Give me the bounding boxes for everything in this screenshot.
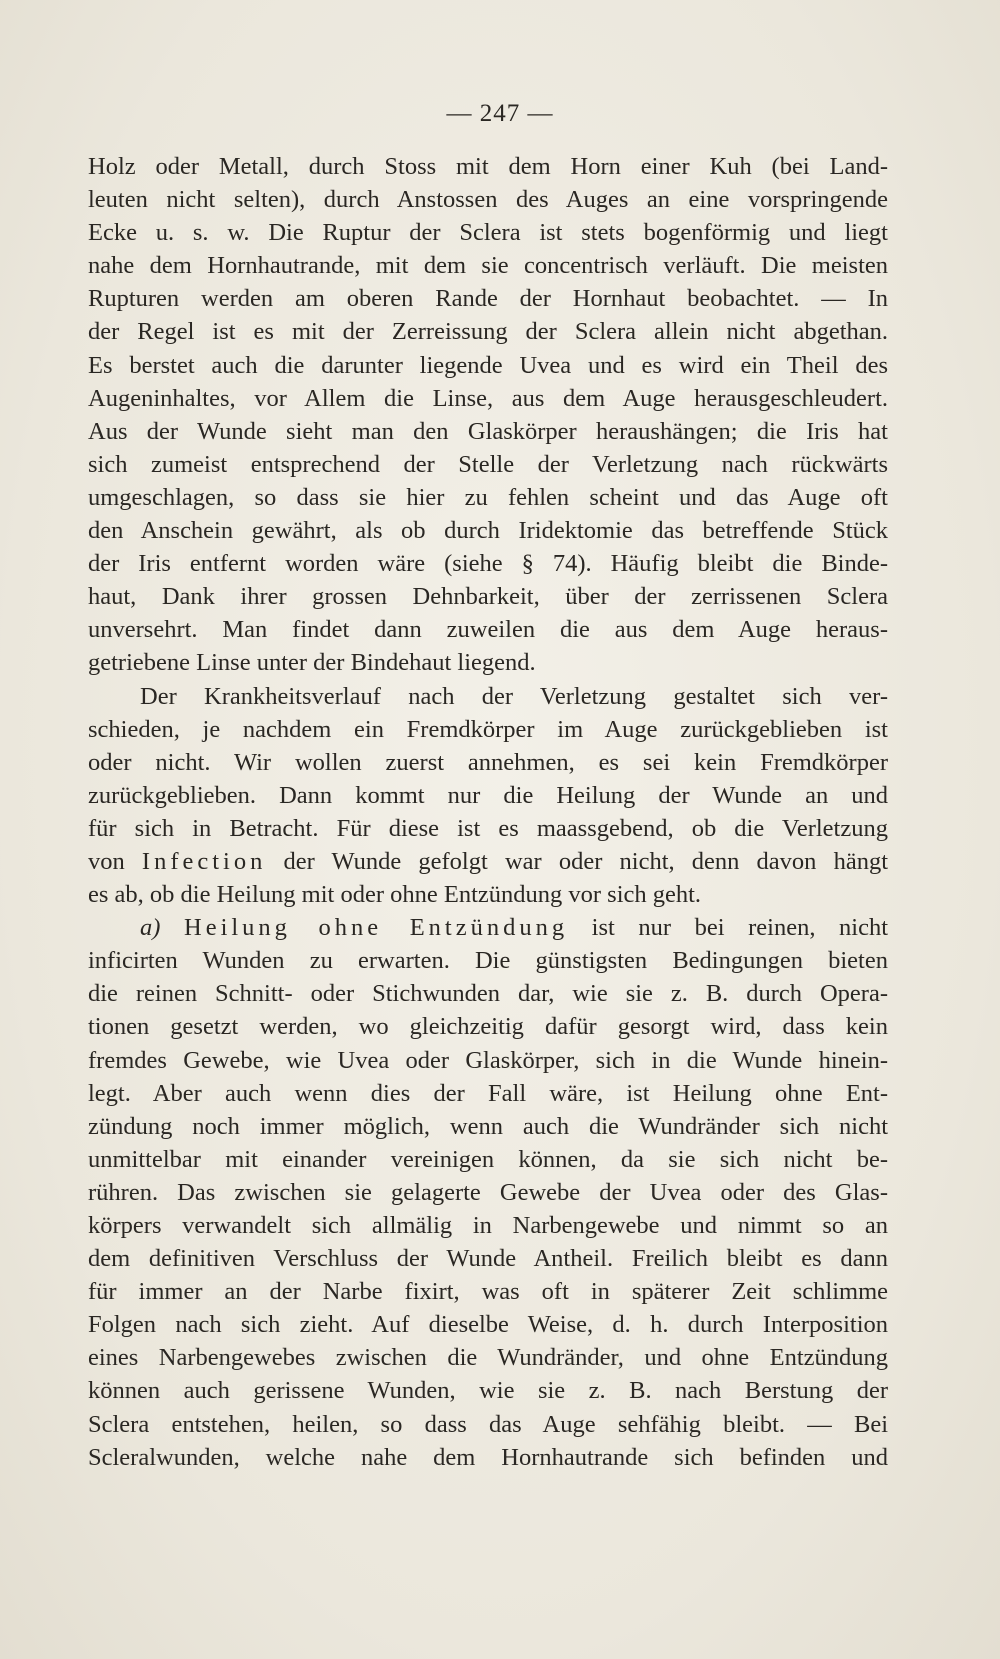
text-line: schieden, je nachdem ein Fremdkörper im Auge zurückgeblieben ist xyxy=(88,715,888,743)
section-label: a) xyxy=(140,914,161,942)
text-line: der Regel ist es mit der Zerreissung der Sclera allein nicht abgethan. xyxy=(88,318,888,346)
text-line: zündung noch immer möglich, wenn auch die Wundränder sich nicht xyxy=(88,1112,888,1140)
text-line: umgeschlagen, so dass sie hier zu fehlen scheint und das Auge oft xyxy=(88,483,888,511)
spaced-term: Infection xyxy=(141,847,267,875)
text-line: inficirten Wunden zu erwarten. Die günstigsten Bedingungen bieten xyxy=(88,947,888,975)
text-line: für sich in Betracht. Für diese ist es maassgebend, ob die Verletzung xyxy=(88,814,888,842)
page-number: — 247 — xyxy=(446,100,554,127)
text-line: rühren. Das zwischen sie gelagerte Gewebe der Uvea oder des Glas- xyxy=(88,1178,888,1206)
text-line: getriebene Linse unter der Bindehaut liegend. xyxy=(88,649,536,677)
text-line: sich zumeist entsprechend der Stelle der Verletzung nach rückwärts xyxy=(88,450,888,478)
text-fragment: der Wunde gefolgt war oder nicht, denn davon hängt xyxy=(266,847,889,875)
text-line: legt. Aber auch wenn dies der Fall wäre, ist Heilung ohne Ent- xyxy=(88,1079,888,1107)
text-line: Scleralwunden, welche nahe dem Hornhautrande sich befinden und xyxy=(88,1443,888,1471)
text-line: es ab, ob die Heilung mit oder ohne Entzündung vor sich geht. xyxy=(88,881,702,909)
text-line: Folgen nach sich zieht. Auf dieselbe Weise, d. h. durch Interposition xyxy=(88,1311,888,1339)
text-line: Der Krankheitsverlauf nach der Verletzung gestaltet sich ver- xyxy=(140,682,888,710)
text-line: Ecke u. s. w. Die Ruptur der Sclera ist stets bogenförmig und liegt xyxy=(88,219,888,247)
text-line: unmittelbar mit einander vereinigen können, da sie sich nicht be- xyxy=(88,1145,888,1173)
text-line: Es berstet auch die darunter liegende Uvea und es wird ein Theil des xyxy=(88,351,888,379)
text-line: der Iris entfernt worden wäre (siehe § 74). Häufig bleibt die Binde- xyxy=(88,550,888,578)
body-text xyxy=(88,150,888,1474)
text-line: zurückgeblieben. Dann kommt nur die Heilung der Wunde an und xyxy=(88,781,888,809)
text-line: unversehrt. Man findet dann zuweilen die aus dem Auge heraus- xyxy=(88,616,888,644)
text-line: für immer an der Narbe fixirt, was oft in späterer Zeit schlimme xyxy=(88,1278,888,1306)
text-line: Aus der Wunde sieht man den Glaskörper heraushängen; die Iris hat xyxy=(88,417,888,445)
text-fragment xyxy=(160,914,184,941)
text-line: tionen gesetzt werden, wo gleichzeitig dafür gesorgt wird, dass kein xyxy=(88,1013,888,1041)
text-line: Rupturen werden am oberen Rande der Hornhaut beobachtet. — In xyxy=(88,285,888,313)
text-line: nahe dem Hornhautrande, mit dem sie concentrisch verläuft. Die meisten xyxy=(88,252,888,280)
text-line: fremdes Gewebe, wie Uvea oder Glaskörper, sich in die Wunde hinein- xyxy=(88,1046,888,1074)
text-line: dem definitiven Verschluss der Wunde Antheil. Freilich bleibt es dann xyxy=(88,1245,888,1273)
text-line: haut, Dank ihrer grossen Dehnbarkeit, über der zerrissenen Sclera xyxy=(88,583,888,611)
text-line: eines Narbengewebes zwischen die Wundränder, und ohne Entzündung xyxy=(88,1344,888,1372)
text-line: Sclera entstehen, heilen, so dass das Auge sehfähig bleibt. — Bei xyxy=(88,1410,888,1438)
text-fragment: von xyxy=(88,847,142,875)
spaced-term: Heilung ohne Entzündung xyxy=(184,914,569,942)
section-heading-line xyxy=(88,911,888,944)
text-line: Augeninhaltes, vor Allem die Linse, aus dem Auge herausgeschleudert. xyxy=(88,384,888,412)
text-fragment: ist nur bei reinen, nicht xyxy=(568,914,889,942)
text-line: den Anschein gewährt, als ob durch Iridektomie das betreffende Stück xyxy=(88,517,888,545)
text-line: körpers verwandelt sich allmälig in Narbengewebe und nimmt so an xyxy=(88,1212,888,1239)
text-line-emphasis xyxy=(88,845,888,878)
text-line: oder nicht. Wir wollen zuerst annehmen, es sei kein Fremdkörper xyxy=(88,748,888,776)
text-line: Holz oder Metall, durch Stoss mit dem Horn einer Kuh (bei Land- xyxy=(88,153,888,180)
text-line: die reinen Schnitt- oder Stichwunden dar, wie sie z. B. durch Opera- xyxy=(88,980,888,1008)
text-line: leuten nicht selten), durch Anstossen des Auges an eine vorspringende xyxy=(88,186,888,214)
text-line: können auch gerissene Wunden, wie sie z. B. nach Berstung der xyxy=(88,1377,888,1405)
